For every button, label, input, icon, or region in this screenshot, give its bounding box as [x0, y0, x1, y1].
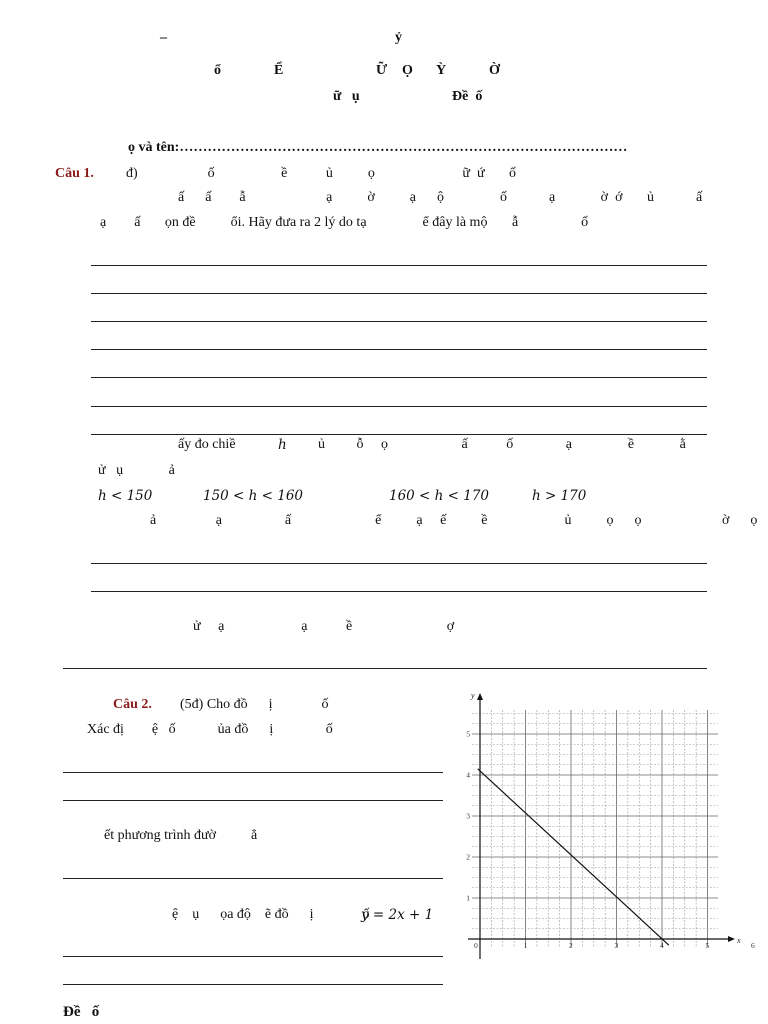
- q1-a-line2: ấ ấ ẫ ạ ờ ạ ộ ố ạ ờ ớ ủ ấ: [178, 190, 703, 205]
- y-tick-label: 2: [466, 852, 470, 862]
- header-subject: ữ ụ: [333, 89, 360, 104]
- q2-intro: (5đ) Cho đồ ị ố: [180, 697, 329, 712]
- range-4: h > 170: [532, 488, 587, 504]
- q2-c-equation: y = 2x + 1: [361, 907, 434, 923]
- x-tick-label: 1: [523, 941, 528, 950]
- q2-label: Câu 2.: [113, 697, 152, 712]
- answer-line: [63, 956, 443, 957]
- title-glyph: ổ: [214, 63, 221, 78]
- q1-c-line: ử ạ ạ ề ợ: [193, 619, 455, 634]
- graph-chart: [456, 688, 755, 958]
- answer-line: [91, 321, 707, 322]
- answer-line: [63, 668, 707, 669]
- range-2: 150 < h < 160: [203, 488, 304, 504]
- footer-exam-number: Đề ố: [63, 1004, 100, 1020]
- title-glyph: Ờ: [489, 63, 500, 78]
- q1-b-line1: ấy đo chiề: [178, 437, 236, 452]
- title-glyph: Ỳ: [436, 63, 447, 78]
- x-axis-arrow: [728, 936, 735, 942]
- q1-a-line3: ạ ấ ọn đề ổi. Hãy đưa ra 2 lý do tạ ể đây là mộ ẫ ố: [100, 215, 589, 230]
- x-tick-label: 6: [751, 941, 755, 950]
- answer-line: [91, 293, 707, 294]
- x-tick-label: 2: [569, 941, 573, 950]
- q1-label: Câu 1.: [55, 166, 94, 181]
- title-glyph: Ể: [274, 63, 284, 78]
- y-axis-label: y: [471, 691, 475, 700]
- y-tick-label: 3: [466, 811, 470, 821]
- q1-b-line4: ả ạ ấ ể ạ ế ề ủ ọ ọ ờ ọ: [150, 513, 758, 528]
- q2-c-line: ệ ụ ọa độ ẽ đồ ị ố: [172, 907, 370, 922]
- q1-a-text: đ) ố ề ủ ọ ữ ứ ố: [126, 166, 517, 181]
- range-1: h < 150: [98, 488, 153, 504]
- y-axis-arrow: [477, 693, 483, 700]
- answer-line: [91, 349, 707, 350]
- x-tick-label: 4: [660, 941, 664, 950]
- range-3: 160 < h < 170: [389, 488, 490, 504]
- x-tick-label: 3: [614, 941, 619, 950]
- x-tick-label: 0: [474, 941, 478, 950]
- answer-line: [63, 772, 443, 773]
- answer-line: [91, 563, 707, 564]
- answer-line: [91, 265, 707, 266]
- y-tick-label: 1: [466, 893, 470, 903]
- answer-line: [91, 591, 707, 592]
- answer-line: [91, 406, 707, 407]
- title-glyph: Ữ: [376, 63, 388, 78]
- y-tick-label: 5: [466, 729, 470, 739]
- x-tick-label: 5: [705, 941, 710, 950]
- q1-b-line2: ử ụ ả: [98, 463, 175, 478]
- student-name-line: ọ và tên:……………………………………………………………………………………: [128, 140, 628, 155]
- x-axis-label: x: [737, 936, 741, 945]
- q1-b-line1-cont: ủ ỗ ọ ấ ố ạ ề ằ: [318, 437, 686, 452]
- header-dash: –: [160, 30, 167, 45]
- answer-line: [63, 800, 443, 801]
- answer-line: [63, 984, 443, 985]
- title-glyph: Ọ: [402, 63, 413, 78]
- answer-line: [91, 434, 707, 435]
- q2-b-line: ết phương trình đườ ẳ: [104, 828, 258, 843]
- header-y-glyph: ỷ: [395, 30, 402, 45]
- y-tick-label: 4: [466, 770, 470, 780]
- answer-line: [91, 377, 707, 378]
- answer-line: [63, 878, 443, 879]
- q2-a-line: Xác đị ệ ố ủa đồ ị ố: [87, 722, 333, 737]
- q1-b-h-symbol: h: [278, 437, 287, 453]
- header-exam-number: Đề ố: [452, 89, 483, 104]
